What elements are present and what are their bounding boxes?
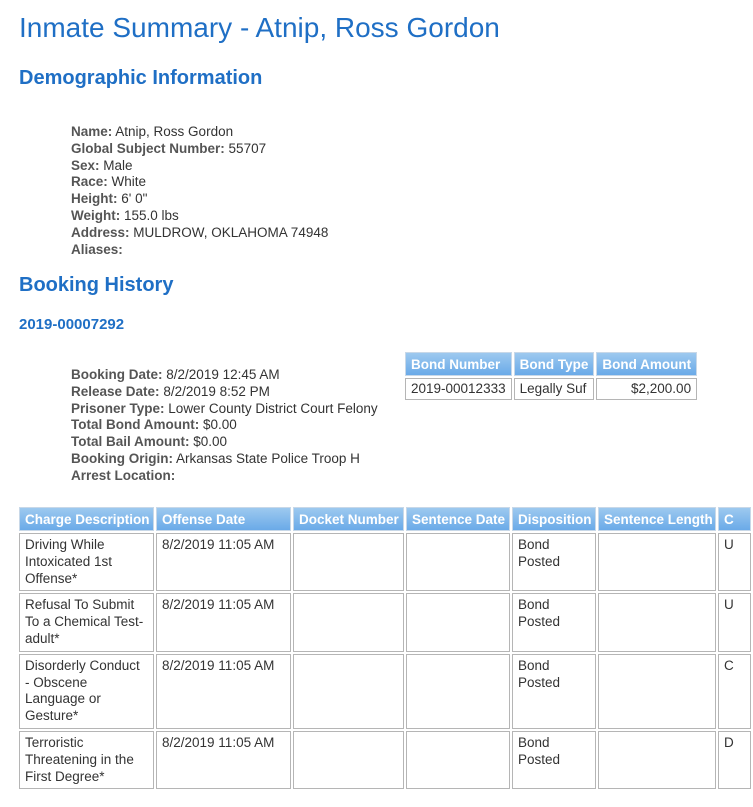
field-value: Male — [103, 157, 133, 173]
field-label: Booking Date: — [71, 367, 163, 382]
total-bail-amount-field — [71, 434, 378, 451]
sentence-length-cell — [598, 593, 716, 651]
global-subject-number-field — [71, 141, 328, 158]
field-value: MULDROW, OKLAHOMA 74948 — [133, 224, 329, 240]
c-header[interactable]: C — [718, 507, 751, 531]
sentence-date-cell — [406, 654, 510, 729]
c-cell: U — [718, 533, 751, 591]
field-value: 155.0 lbs — [124, 207, 179, 223]
field-value: $0.00 — [193, 434, 228, 450]
bond-amount-header[interactable]: Bond Amount — [596, 352, 697, 376]
sentence-length-header[interactable]: Sentence Length — [598, 507, 716, 531]
table-row — [19, 654, 751, 729]
table-row — [19, 731, 751, 789]
field-value: 6' 0" — [121, 191, 148, 207]
disposition-cell: Bond Posted — [512, 533, 596, 591]
docket-number-cell — [293, 731, 404, 789]
race-field — [71, 174, 328, 191]
disposition-header[interactable]: Disposition — [512, 507, 596, 531]
sentence-length-cell — [598, 731, 716, 789]
field-label: Sex: — [71, 157, 100, 173]
field-label: Address: — [71, 224, 130, 240]
charge-description-header[interactable]: Charge Description — [19, 507, 154, 531]
table-row — [19, 533, 751, 591]
field-label: Prisoner Type: — [71, 400, 165, 416]
height-field — [71, 191, 328, 208]
field-value: 8/2/2019 12:45 AM — [166, 367, 280, 382]
field-value: Arkansas State Police Troop H — [176, 450, 360, 466]
c-cell: D — [718, 731, 751, 789]
charge-description-cell: Refusal To Submit To a Chemical Test-adult* — [19, 593, 154, 651]
disposition-cell: Bond Posted — [512, 593, 596, 651]
offense-date-cell: 8/2/2019 11:05 AM — [156, 593, 291, 651]
charges-table-header-row — [19, 507, 751, 531]
field-label: Weight: — [71, 207, 121, 223]
disposition-cell: Bond Posted — [512, 654, 596, 729]
booking-fields — [71, 367, 378, 485]
docket-number-header[interactable]: Docket Number — [293, 507, 404, 531]
field-value: 8/2/2019 8:52 PM — [163, 383, 270, 399]
booking-history-heading: Booking History — [19, 274, 174, 296]
total-bond-amount-field — [71, 417, 378, 434]
docket-number-cell — [293, 593, 404, 651]
aliases-field — [71, 242, 328, 259]
offense-date-cell: 8/2/2019 11:05 AM — [156, 533, 291, 591]
c-cell: C — [718, 654, 751, 729]
field-label: Total Bond Amount: — [71, 417, 200, 433]
sentence-date-header[interactable]: Sentence Date — [406, 507, 510, 531]
booking-date-field — [71, 367, 378, 384]
field-label: Arrest Location: — [71, 467, 176, 483]
bond-table — [403, 350, 699, 402]
field-label: Global Subject Number: — [71, 140, 225, 156]
sentence-date-cell — [406, 593, 510, 651]
charge-description-cell: Terroristic Threatening in the First Degree* — [19, 731, 154, 789]
c-cell: U — [718, 593, 751, 651]
bond-type-header[interactable]: Bond Type — [514, 352, 595, 376]
booking-number[interactable]: 2019-00007292 — [19, 316, 125, 333]
arrest-location-field — [71, 468, 378, 485]
field-label: Race: — [71, 174, 108, 190]
demographic-fields — [71, 124, 328, 258]
bond-number-header[interactable]: Bond Number — [405, 352, 512, 376]
sentence-date-cell — [406, 533, 510, 591]
bond-table-header-row — [405, 352, 697, 376]
bond-type-cell: Legally Suf — [514, 378, 595, 400]
field-label: Name: — [71, 124, 113, 139]
docket-number-cell — [293, 533, 404, 591]
disposition-cell: Bond Posted — [512, 731, 596, 789]
sentence-length-cell — [598, 533, 716, 591]
field-label: Aliases: — [71, 241, 123, 257]
bond-row — [405, 378, 697, 400]
offense-date-cell: 8/2/2019 11:05 AM — [156, 654, 291, 729]
table-row — [19, 593, 751, 651]
release-date-field — [71, 384, 378, 401]
offense-date-header[interactable]: Offense Date — [156, 507, 291, 531]
charge-description-cell: Disorderly Conduct - Obscene Language or Gesture* — [19, 654, 154, 729]
name-field — [71, 124, 328, 141]
sentence-date-cell — [406, 731, 510, 789]
field-value: $0.00 — [202, 417, 237, 433]
field-value: 55707 — [228, 140, 267, 156]
booking-origin-field — [71, 451, 378, 468]
charges-table — [17, 505, 753, 791]
field-label: Total Bail Amount: — [71, 434, 190, 450]
docket-number-cell — [293, 654, 404, 729]
field-label: Release Date: — [71, 383, 160, 399]
page-title: Inmate Summary - Atnip, Ross Gordon — [19, 12, 500, 43]
sentence-length-cell — [598, 654, 716, 729]
address-field — [71, 225, 328, 242]
charge-description-cell: Driving While Intoxicated 1st Offense* — [19, 533, 154, 591]
demographic-heading: Demographic Information — [19, 67, 263, 89]
field-value: Lower County District Court Felony — [168, 400, 378, 416]
field-value: White — [111, 174, 147, 190]
field-label: Booking Origin: — [71, 450, 173, 466]
bond-amount-cell: $2,200.00 — [596, 378, 697, 400]
prisoner-type-field — [71, 401, 378, 418]
field-label: Height: — [71, 191, 118, 207]
field-value: Atnip, Ross Gordon — [115, 124, 234, 139]
sex-field — [71, 158, 328, 175]
offense-date-cell: 8/2/2019 11:05 AM — [156, 731, 291, 789]
bond-number-cell: 2019-00012333 — [405, 378, 512, 400]
weight-field — [71, 208, 328, 225]
